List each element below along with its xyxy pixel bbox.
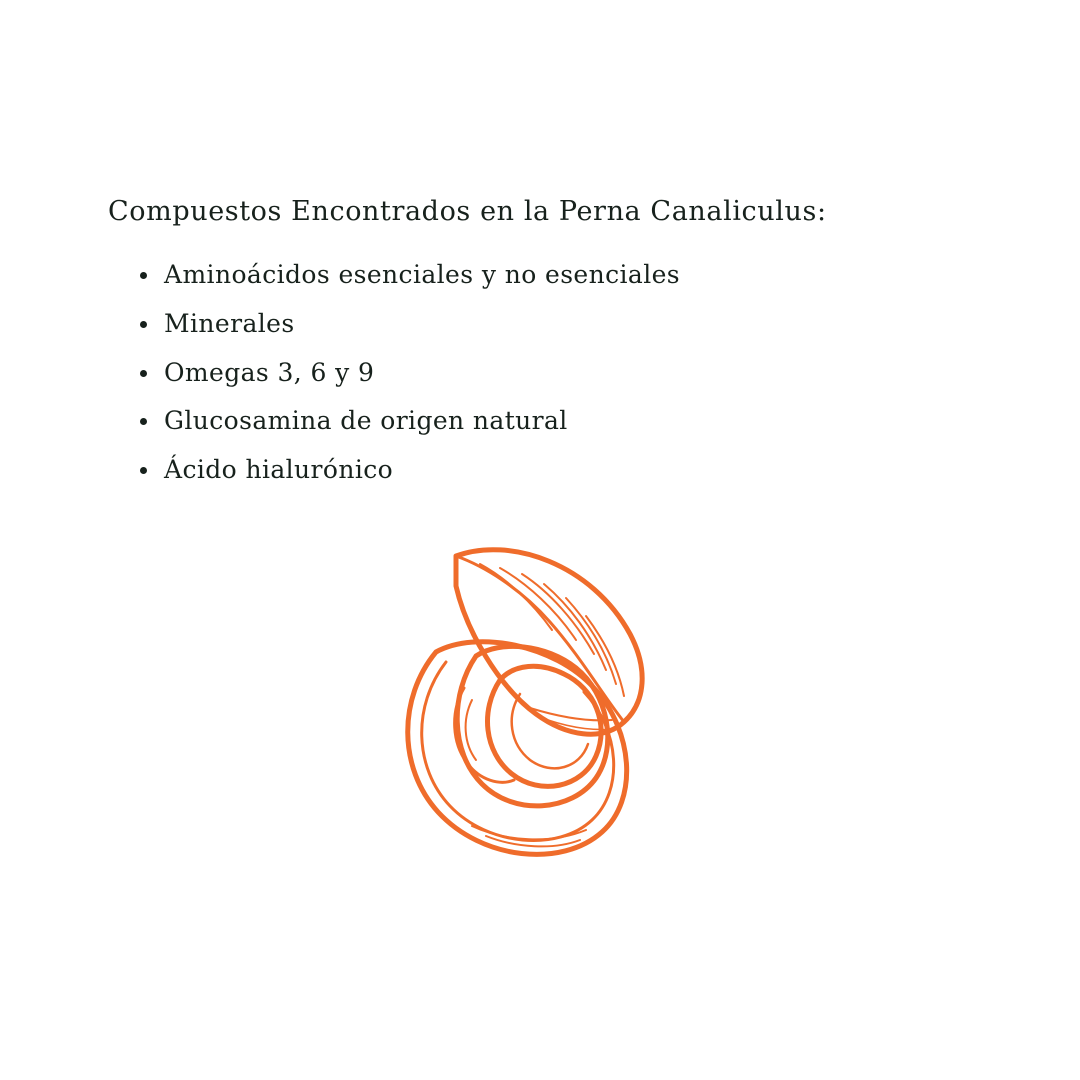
bullet-dot-icon	[140, 272, 147, 279]
mussel-icon	[380, 530, 720, 880]
list-item	[108, 456, 988, 485]
bullet-dot-icon	[140, 321, 147, 328]
list-item-label: Minerales	[164, 308, 295, 338]
list-item	[108, 407, 988, 436]
list-item	[108, 310, 988, 339]
mussel-illustration	[380, 530, 720, 880]
page-title: Compuestos Encontrados en la Perna Canaliculus:	[108, 196, 827, 227]
list-item-label: Aminoácidos esenciales y no esenciales	[164, 260, 681, 289]
list-item-label: Glucosamina de origen natural	[164, 406, 568, 436]
bullet-dot-icon	[140, 370, 147, 377]
list-item	[108, 261, 988, 290]
list-item-label: Ácido hialurónico	[164, 455, 394, 484]
list-item-label: Omegas 3, 6 y 9	[164, 357, 375, 387]
bullet-dot-icon	[140, 467, 147, 474]
list-item	[108, 359, 988, 388]
content-block	[108, 196, 988, 505]
bullet-dot-icon	[140, 418, 147, 425]
compound-list	[108, 261, 988, 485]
